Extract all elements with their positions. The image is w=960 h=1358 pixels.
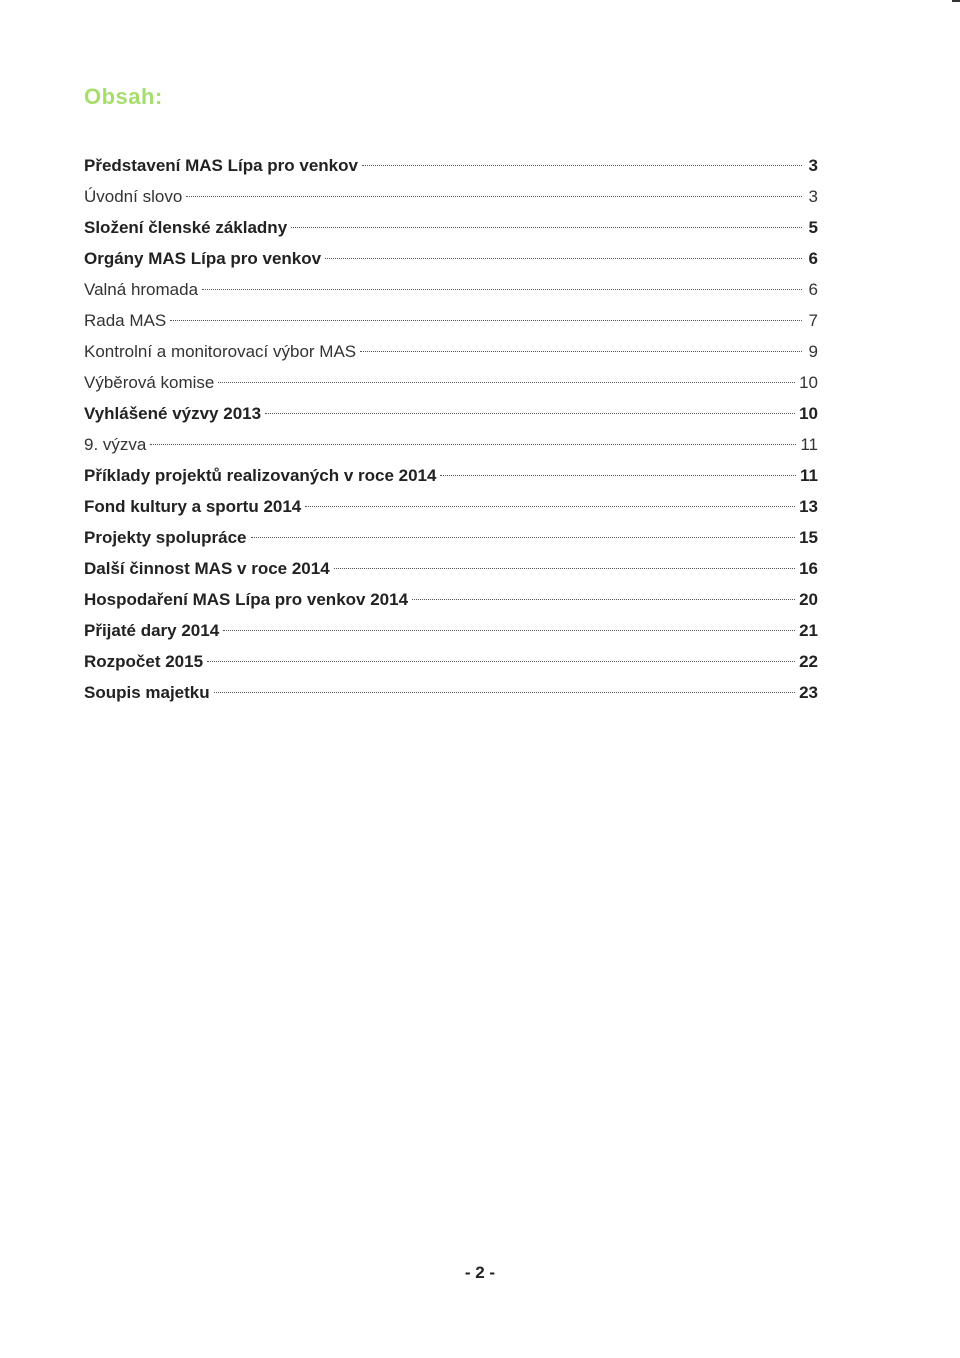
toc-dot-leader <box>170 320 802 321</box>
toc-entry-page-number: 3 <box>808 156 818 175</box>
toc-entry[interactable] <box>84 677 818 708</box>
toc-dot-leader <box>186 196 802 197</box>
toc-dot-leader <box>325 258 802 259</box>
toc-dot-leader <box>207 661 795 662</box>
toc-entry-page-number: 6 <box>808 249 818 268</box>
toc-dot-leader <box>291 227 802 228</box>
toc-entry-page-number: 13 <box>799 497 818 516</box>
scan-edge-mark <box>952 0 960 2</box>
toc-entry-title: Složení členské základny <box>84 218 288 237</box>
toc-entry-title: Rozpočet 2015 <box>84 652 204 671</box>
toc-entry-page-number: 16 <box>799 559 818 578</box>
toc-entry-title: 9. výzva <box>84 435 147 454</box>
toc-entry[interactable] <box>84 274 818 305</box>
toc-dot-leader <box>214 692 795 693</box>
toc-entry-title: Rada MAS <box>84 311 167 330</box>
toc-entry[interactable] <box>84 398 818 429</box>
toc-entry[interactable] <box>84 181 818 212</box>
toc-entry-page-number: 22 <box>799 652 818 671</box>
page-number: - 2 - <box>464 1263 496 1282</box>
toc-entry-page-number: 5 <box>808 218 818 237</box>
toc-entry-title: Hospodaření MAS Lípa pro venkov 2014 <box>84 590 409 609</box>
toc-entry-title: Fond kultury a sportu 2014 <box>84 497 302 516</box>
toc-entry-title: Orgány MAS Lípa pro venkov <box>84 249 322 268</box>
toc-entry-title: Výběrová komise <box>84 373 215 392</box>
toc-entry-page-number: 21 <box>799 621 818 640</box>
toc-dot-leader <box>305 506 795 507</box>
toc-entry[interactable] <box>84 615 818 646</box>
toc-entry-page-number: 10 <box>799 373 818 392</box>
toc-entry[interactable] <box>84 150 818 181</box>
toc-entry-title: Příklady projektů realizovaných v roce 2014 <box>84 466 437 485</box>
contents-heading: Obsah: <box>84 84 163 109</box>
toc-entry-page-number: 11 <box>800 435 818 454</box>
toc-entry-page-number: 20 <box>799 590 818 609</box>
toc-entry[interactable] <box>84 243 818 274</box>
toc-entry[interactable] <box>84 646 818 677</box>
toc-entry-title: Soupis majetku <box>84 683 210 702</box>
toc-entry[interactable] <box>84 584 818 615</box>
toc-dot-leader <box>223 630 795 631</box>
toc-dot-leader <box>360 351 802 352</box>
toc-entry-page-number: 9 <box>808 342 818 361</box>
toc-dot-leader <box>202 289 802 290</box>
toc-dot-leader <box>150 444 796 445</box>
toc-entry-page-number: 11 <box>800 466 818 485</box>
toc-entry[interactable] <box>84 429 818 460</box>
toc-entry-page-number: 15 <box>799 528 818 547</box>
toc-entry-title: Úvodní slovo <box>84 187 183 206</box>
table-of-contents <box>84 150 818 708</box>
toc-entry-title: Přijaté dary 2014 <box>84 621 220 640</box>
toc-dot-leader <box>412 599 795 600</box>
toc-entry-title: Představení MAS Lípa pro venkov <box>84 156 358 175</box>
toc-entry[interactable] <box>84 212 818 243</box>
toc-entry[interactable] <box>84 491 818 522</box>
toc-entry[interactable] <box>84 367 818 398</box>
toc-entry-page-number: 3 <box>808 187 818 206</box>
toc-entry-title: Vyhlášené výzvy 2013 <box>84 404 262 423</box>
toc-dot-leader <box>440 475 796 476</box>
toc-entry-title: Valná hromada <box>84 280 199 299</box>
toc-entry[interactable] <box>84 460 818 491</box>
toc-entry[interactable] <box>84 553 818 584</box>
toc-dot-leader <box>265 413 795 414</box>
toc-entry-title: Kontrolní a monitorovací výbor MAS <box>84 342 357 361</box>
toc-entry-page-number: 23 <box>799 683 818 702</box>
toc-dot-leader <box>218 382 795 383</box>
toc-entry[interactable] <box>84 305 818 336</box>
toc-entry-title: Další činnost MAS v roce 2014 <box>84 559 330 578</box>
toc-dot-leader <box>334 568 795 569</box>
toc-entry-page-number: 6 <box>808 280 818 299</box>
toc-entry[interactable] <box>84 336 818 367</box>
toc-dot-leader <box>251 537 796 538</box>
toc-entry[interactable] <box>84 522 818 553</box>
toc-entry-title: Projekty spolupráce <box>84 528 247 547</box>
toc-dot-leader <box>362 165 802 166</box>
toc-entry-page-number: 7 <box>808 311 818 330</box>
toc-entry-page-number: 10 <box>799 404 818 423</box>
